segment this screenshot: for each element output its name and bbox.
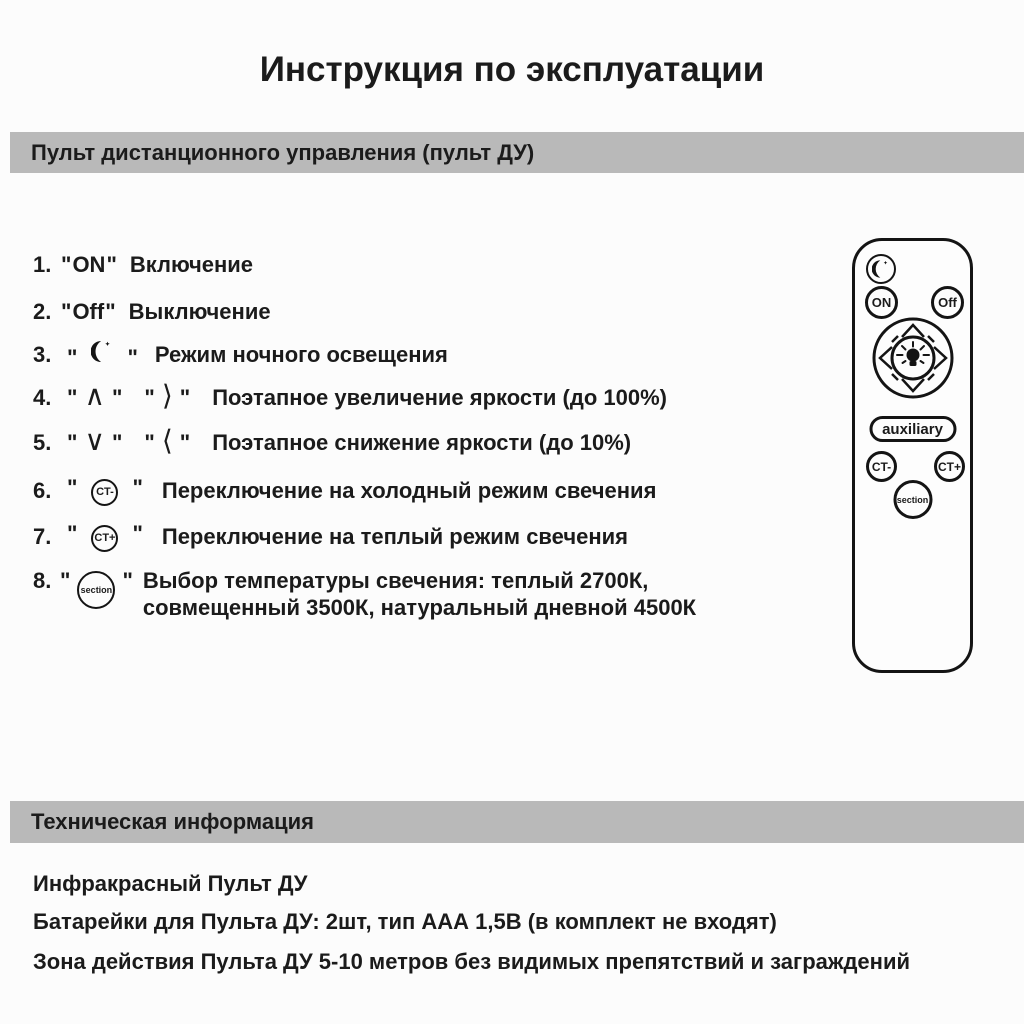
dpad-tick: [928, 336, 934, 342]
item-description: Выбор температуры свечения: теплый 2700К, совмещенный 3500К, натуральный дневной 4500К: [142, 568, 697, 620]
crescent-moon-icon: [91, 338, 113, 365]
quoted-icon: " ⟨ ": [144, 423, 191, 457]
tech-info-line: Инфракрасный Пульт ДУ: [33, 871, 308, 896]
chevron-down-icon: [902, 379, 924, 391]
ct-plus-button: CT+: [934, 451, 965, 482]
instruction-item-off: [33, 289, 271, 334]
dpad-tick: [892, 374, 898, 380]
remote-off-button: Off: [931, 286, 964, 319]
item-description: Переключение на теплый режим свечения: [161, 523, 629, 549]
quoted-icon: " ": [60, 338, 145, 371]
page-title: Инструкция по эксплуатации: [259, 50, 765, 89]
remote-on-button: ON: [865, 286, 898, 319]
item-description: Включение: [129, 251, 254, 277]
instruction-item-brightness-up: [33, 375, 667, 420]
quoted-icon: " ∨ ": [67, 423, 123, 457]
item-description: Поэтапное увеличение яркости (до 100%): [212, 384, 667, 410]
item-number: 6.: [33, 477, 52, 503]
item-number: 2.: [33, 298, 52, 324]
item-number: 8.: [33, 568, 52, 593]
item-number: 3.: [33, 341, 52, 367]
item-description: Режим ночного освещения: [154, 341, 448, 367]
dpad-tick: [928, 374, 934, 380]
instruction-item-night-mode: [33, 332, 448, 377]
item-number: 4.: [33, 384, 52, 410]
quoted-icon: " ⟩ ": [144, 378, 191, 412]
item-number: 7.: [33, 523, 52, 549]
item-number: 1.: [33, 251, 52, 277]
chevron-left-icon: ⟨: [161, 423, 173, 457]
instruction-item-brightness-down: [33, 420, 631, 465]
tech-info-line: Зона действия Пульта ДУ 5-10 метров без видимых препятствий и заграждений: [33, 949, 911, 974]
instruction-item-section: 8. " section " Выбор температуры свечения: теплый 2700К, совмещенный 3500К, натуральный дневной 4500К: [33, 558, 696, 621]
light-bulb-icon: [897, 342, 929, 366]
ct-minus-badge: CT-: [91, 479, 118, 506]
chevron-right-icon: [934, 347, 946, 369]
quoted-icon: " CT- ": [60, 475, 150, 506]
remote-control-illustration: [852, 238, 973, 673]
section-header-remote: [10, 132, 1024, 173]
crescent-moon-icon: [872, 259, 890, 279]
quoted-icon: " ∧ ": [67, 378, 123, 412]
ct-plus-badge: CT+: [91, 525, 118, 552]
chevron-up-icon: ∧: [84, 378, 105, 412]
section-header-remote-label: Пульт дистанционного управления (пульт ДУ): [31, 139, 535, 165]
section-header-tech-label: Техническая информация: [31, 809, 314, 834]
dpad-control: [872, 317, 954, 399]
chevron-down-icon: ∨: [84, 423, 105, 457]
item-description: Выключение: [128, 298, 271, 324]
chevron-right-icon: ⟩: [161, 378, 173, 412]
quoted-button-name: "Off": [61, 298, 116, 324]
chevron-up-icon: [902, 325, 924, 337]
quoted-button-name: "ON": [61, 251, 117, 277]
section-header-tech: [10, 801, 1024, 843]
auxiliary-button: auxiliary: [869, 416, 956, 442]
dpad-tick: [892, 336, 898, 342]
instruction-item-on: [33, 242, 253, 287]
section-badge: section: [77, 571, 115, 609]
item-description: Переключение на холодный режим свечения: [161, 477, 657, 503]
item-number: 5.: [33, 429, 52, 455]
instruction-item-ct-plus: [33, 514, 628, 559]
tech-info-line: Батарейки для Пульта ДУ: 2шт, тип ААА 1,5В (в комплект не входят): [33, 909, 777, 934]
chevron-left-icon: [880, 347, 892, 369]
section-button: section: [893, 480, 932, 519]
instruction-item-ct-minus: [33, 468, 656, 513]
ct-minus-button: CT-: [866, 451, 897, 482]
night-mode-button: [866, 254, 896, 284]
quoted-icon: " CT+ ": [60, 521, 150, 552]
item-description: Поэтапное снижение яркости (до 10%): [212, 429, 632, 455]
